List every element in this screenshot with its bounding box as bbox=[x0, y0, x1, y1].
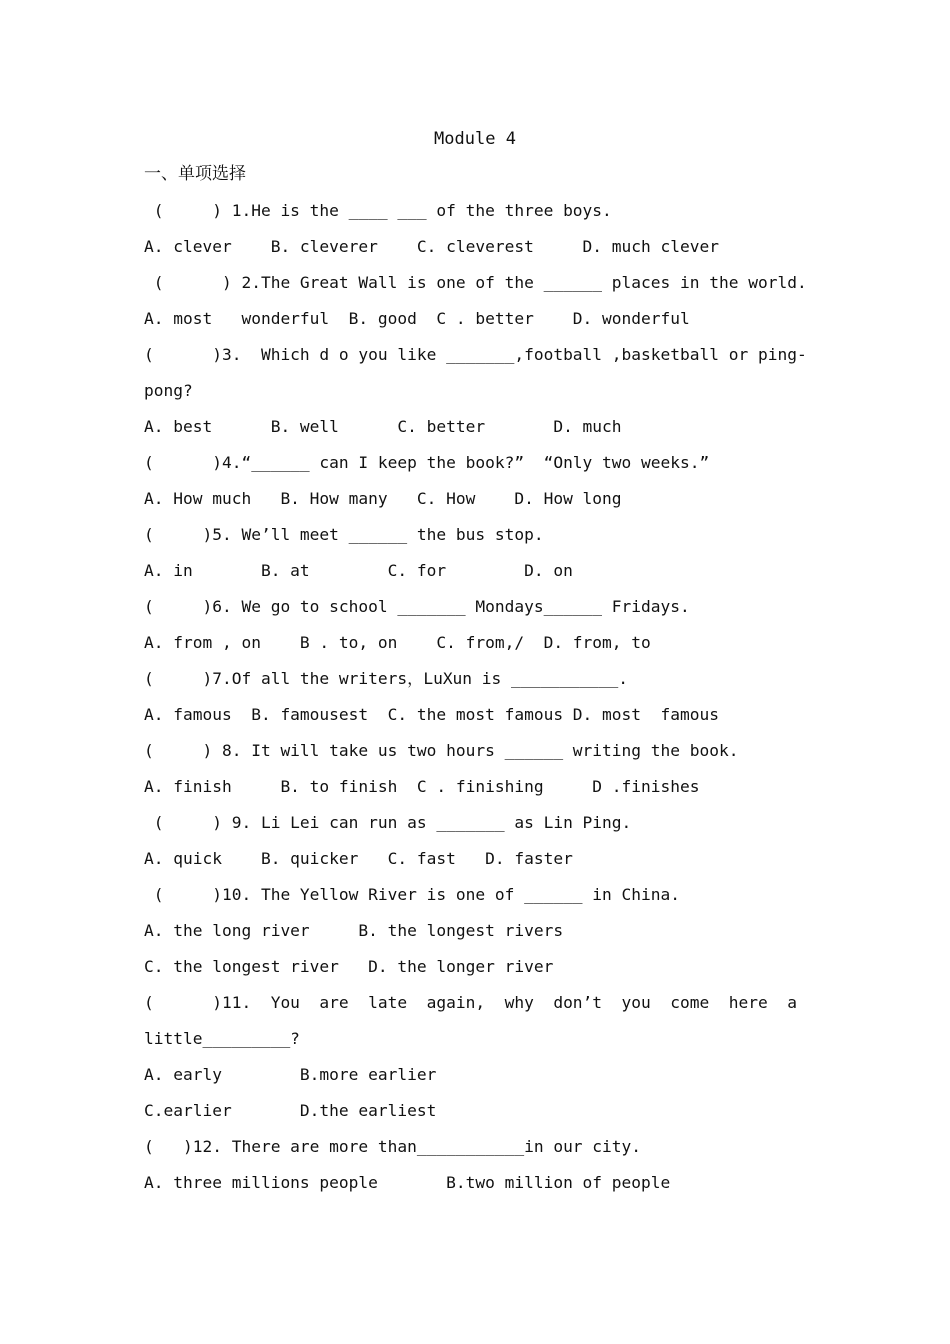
options-8: A. finish B. to finish C . finishing D .finishes bbox=[144, 777, 700, 796]
options-10-ab: A. the long river B. the longest rivers bbox=[144, 921, 564, 940]
options-10-cd: C. the longest river D. the longer river bbox=[144, 957, 554, 976]
question-8: ( ) 8. It will take us two hours ______ writing the book. bbox=[144, 741, 739, 760]
question-2: ( ) 2.The Great Wall is one of the ______ places in the world. bbox=[144, 273, 807, 292]
options-6: A. from , on B . to, on C. from,/ D. from, to bbox=[144, 633, 651, 652]
question-11-continued: little_________? bbox=[144, 1029, 300, 1048]
options-2: A. most wonderful B. good C . better D. wonderful bbox=[144, 309, 690, 328]
options-5: A. in B. at C. for D. on bbox=[144, 561, 573, 580]
options-11-ab: A. early B.more earlier bbox=[144, 1065, 437, 1084]
options-1: A. clever B. cleverer C. cleverest D. much clever bbox=[144, 237, 719, 256]
options-9: A. quick B. quicker C. fast D. faster bbox=[144, 849, 573, 868]
question-1: ( ) 1.He is the ____ ___ of the three boys. bbox=[144, 201, 612, 220]
options-12-ab: A. three millions people B.two million of people bbox=[144, 1173, 671, 1192]
question-12: ( )12. There are more than___________in our city. bbox=[144, 1137, 642, 1156]
question-list bbox=[144, 199, 814, 1207]
options-7: A. famous B. famousest C. the most famous D. most famous bbox=[144, 705, 719, 724]
question-11: ( )11. You are late again, why don’t you come here a bbox=[144, 993, 797, 1012]
question-10: ( )10. The Yellow River is one of ______ in China. bbox=[144, 885, 681, 904]
options-4: A. How much B. How many C. How D. How long bbox=[144, 489, 622, 508]
question-4: ( )4.“______ can I keep the book?” “Only two weeks.” bbox=[144, 453, 710, 472]
options-3: A. best B. well C. better D. much bbox=[144, 417, 622, 436]
question-3: ( )3. Which d o you like _______,football ,basketball or ping- bbox=[144, 345, 807, 364]
section-heading: 一、单项选择 bbox=[144, 164, 246, 184]
question-9: ( ) 9. Li Lei can run as _______ as Lin Ping. bbox=[144, 813, 632, 832]
question-3-continued: pong? bbox=[144, 381, 193, 400]
question-6: ( )6. We go to school _______ Mondays______ Fridays. bbox=[144, 597, 690, 616]
options-11-cd: C.earlier D.the earliest bbox=[144, 1101, 437, 1120]
page-title: Module 4 bbox=[434, 129, 516, 149]
question-7: ( )7.Of all the writers，LuXun is ___________. bbox=[144, 669, 628, 688]
question-5: ( )5. We’ll meet ______ the bus stop. bbox=[144, 525, 544, 544]
